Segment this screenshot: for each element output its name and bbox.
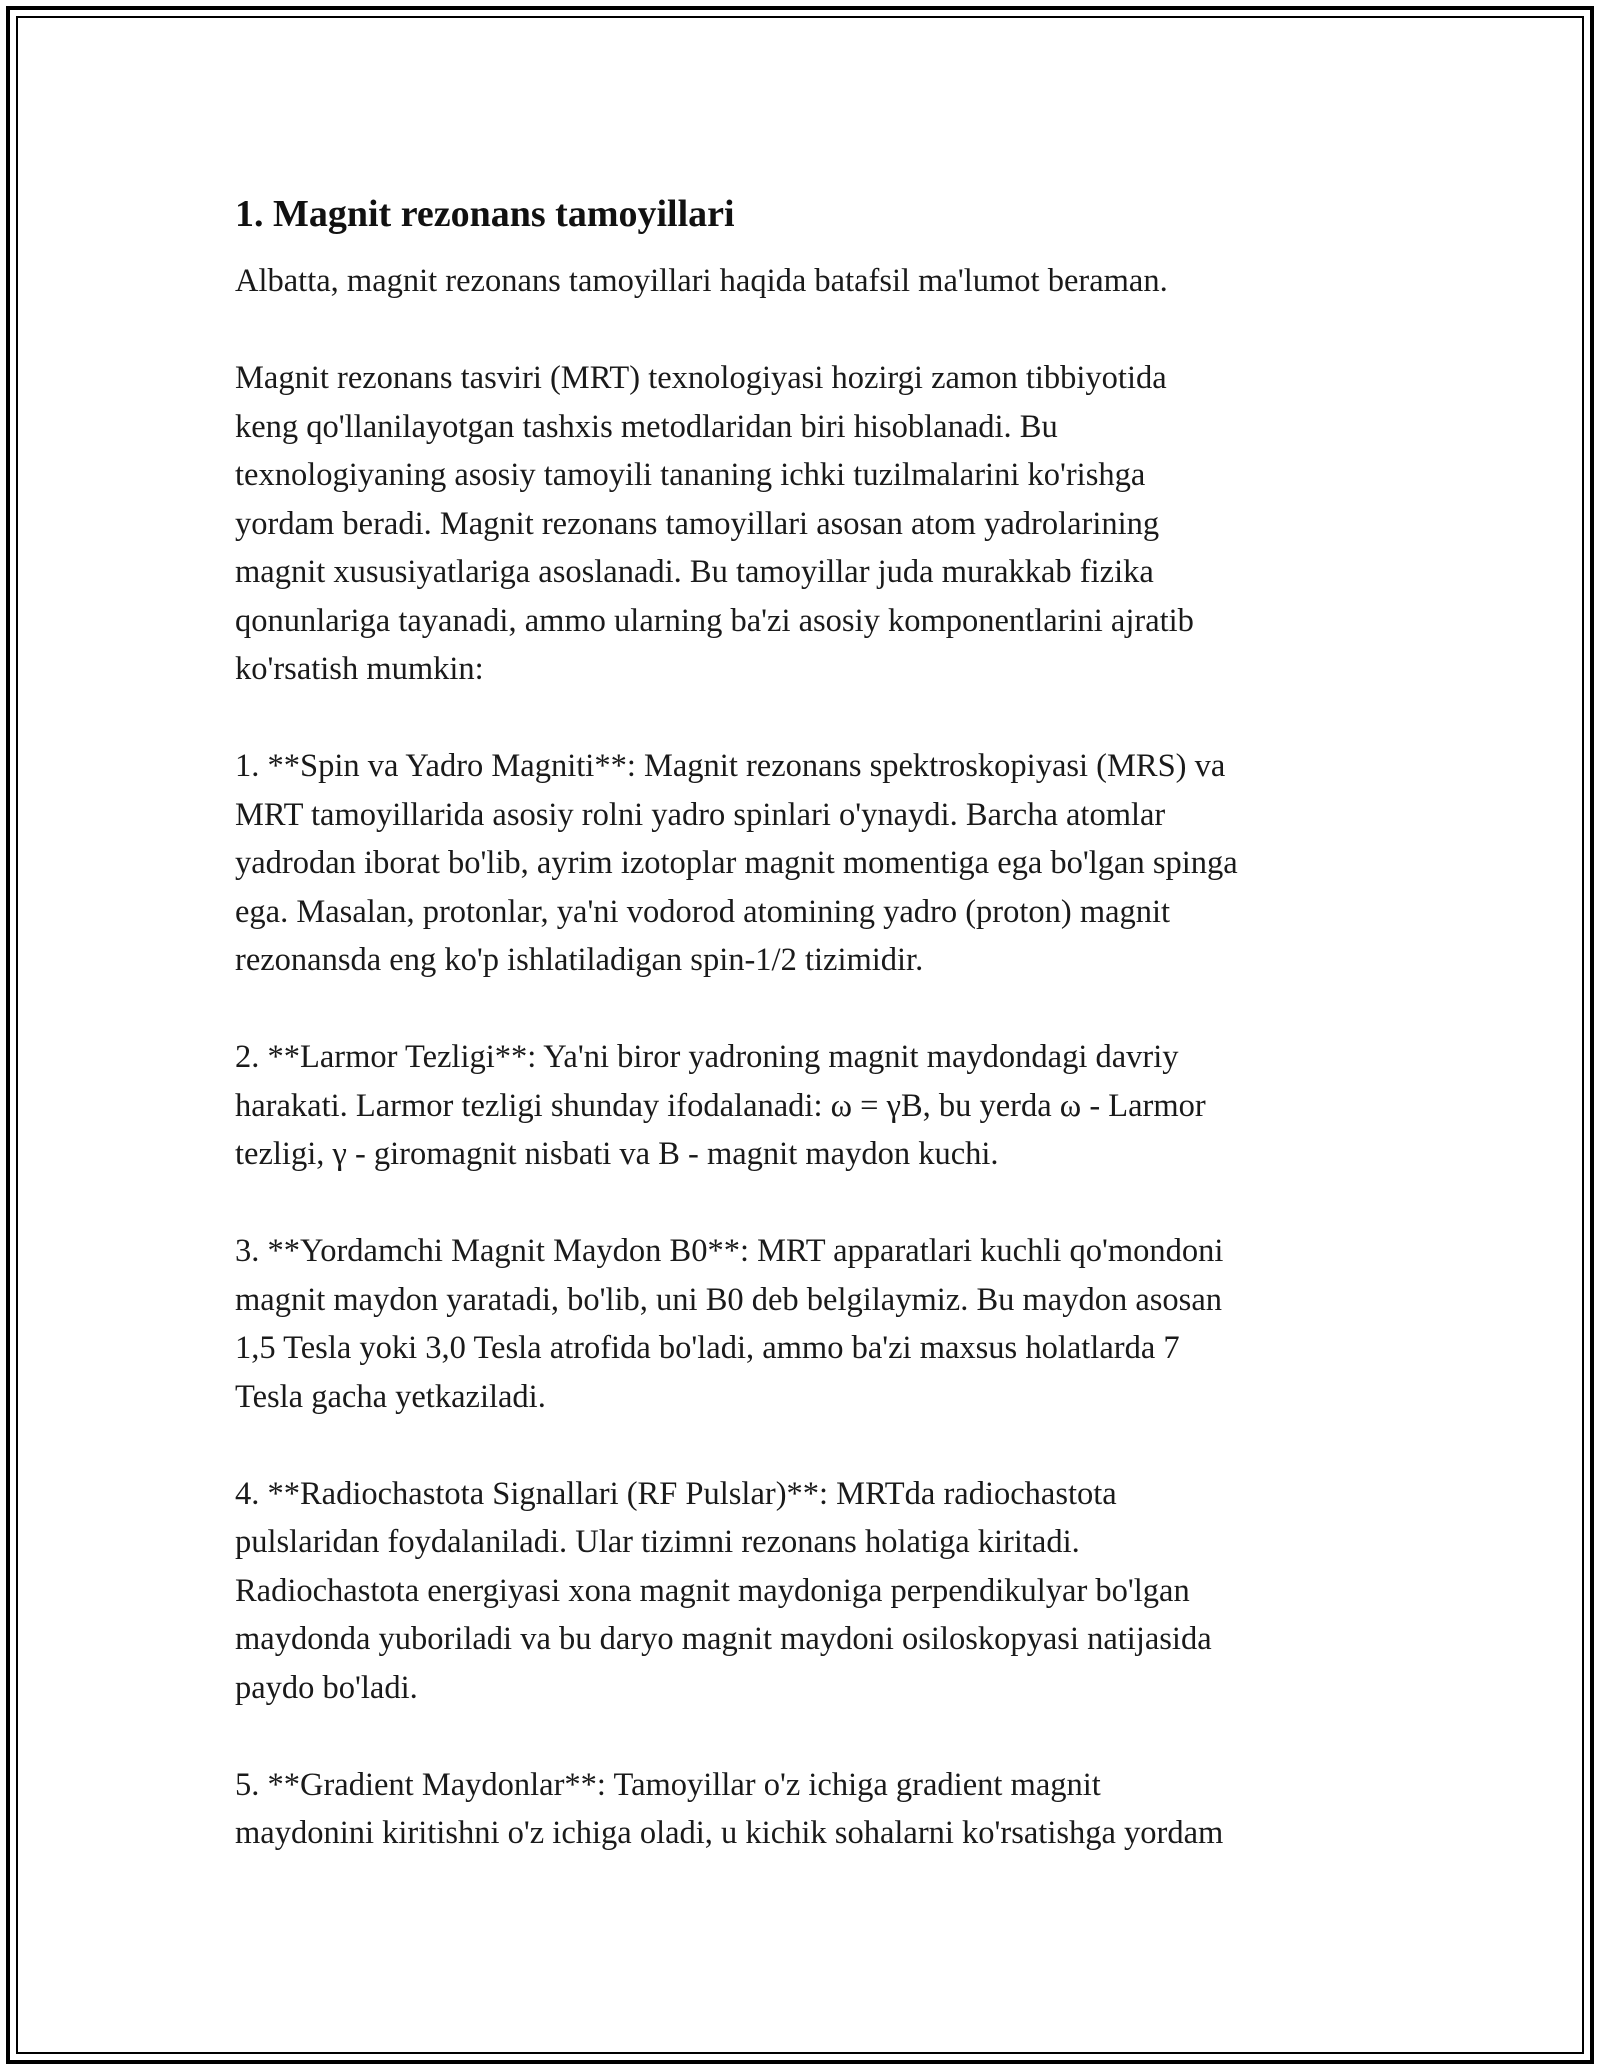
paragraph-overview bbox=[235, 354, 1375, 694]
text-line: magnit maydon yaratadi, bo'lib, uni B0 deb belgilaymiz. Bu maydon asosan bbox=[235, 1281, 1222, 1318]
text-line: 1,5 Tesla yoki 3,0 Tesla atrofida bo'ladi, ammo ba'zi maxsus holatlarda 7 bbox=[235, 1330, 1180, 1366]
text-line: harakati. Larmor tezligi shunday ifodalanadi: ω = γB, bu yerda ω - Larmor bbox=[235, 1087, 1206, 1124]
text-line: Tesla gacha yetkaziladi. bbox=[235, 1378, 546, 1415]
list-item-spin bbox=[235, 742, 1375, 985]
text-line: texnologiyaning asosiy tamoyili tananing ichki tuzilmalarini ko'rishga bbox=[235, 457, 1146, 493]
text-line: Albatta, magnit rezonans tamoyillari haqida batafsil ma'lumot beraman. bbox=[235, 263, 1168, 299]
text-line: maydonda yuboriladi va bu daryo magnit maydoni osiloskopyasi natijasida bbox=[235, 1621, 1212, 1657]
text-line: rezonansda eng ko'p ishlatiladigan spin-1/2 tizimidir. bbox=[235, 942, 924, 978]
text-line: 4. **Radiochastota Signallari (RF Pulslar)**: MRTda radiochastota bbox=[235, 1475, 1117, 1512]
text-line: pulslaridan foydalaniladi. Ular tizimni rezonans holatiga kiritadi. bbox=[235, 1524, 1080, 1560]
text-line: qonunlariga tayanadi, ammo ularning ba'zi asosiy komponentlarini ajratib bbox=[235, 602, 1194, 639]
document-title: 1. Magnit rezonans tamoyillari bbox=[235, 193, 735, 235]
text-line: MRT tamoyillarida asosiy rolni yadro spinlari o'ynaydi. Barcha atomlar bbox=[235, 796, 1166, 833]
list-item-larmor bbox=[235, 1033, 1375, 1179]
text-line: yadrodan iborat bo'lib, ayrim izotoplar magnit momentiga ega bo'lgan spinga bbox=[235, 845, 1238, 881]
text-line: tezligi, γ - giromagnit nisbati va B - magnit maydon kuchi. bbox=[235, 1136, 999, 1172]
text-line: Radiochastota energiyasi xona magnit maydoniga perpendikulyar bo'lgan bbox=[235, 1572, 1190, 1609]
text-line: magnit xususiyatlariga asoslanadi. Bu tamoyillar juda murakkab fizika bbox=[235, 554, 1154, 590]
list-item-rf-pulses bbox=[235, 1470, 1375, 1713]
text-line: maydonini kiritishni o'z ichiga oladi, u kichik sohalarni ko'rsatishga yordam bbox=[235, 1815, 1224, 1851]
text-line: ega. Masalan, protonlar, ya'ni vodorod atomining yadro (proton) magnit bbox=[235, 893, 1171, 930]
text-line: keng qo'llanilayotgan tashxis metodlaridan biri hisoblanadi. Bu bbox=[235, 408, 1058, 445]
text-line: 1. **Spin va Yadro Magniti**: Magnit rezonans spektroskopiyasi (MRS) va bbox=[235, 748, 1226, 784]
list-item-b0-field bbox=[235, 1227, 1375, 1421]
text-line: yordam beradi. Magnit rezonans tamoyillari asosan atom yadrolarining bbox=[235, 505, 1160, 542]
paragraph-intro bbox=[235, 257, 1375, 306]
text-line: 5. **Gradient Maydonlar**: Tamoyillar o'z ichiga gradient magnit bbox=[235, 1766, 1101, 1803]
list-item-gradient bbox=[235, 1761, 1375, 1858]
text-line: ko'rsatish mumkin: bbox=[235, 651, 484, 687]
text-line: 2. **Larmor Tezligi**: Ya'ni biror yadroning magnit maydondagi davriy bbox=[235, 1039, 1179, 1075]
text-line: paydo bo'ladi. bbox=[235, 1669, 418, 1706]
text-line: Magnit rezonans tasviri (MRT) texnologiyasi hozirgi zamon tibbiyotida bbox=[235, 360, 1167, 396]
document-body bbox=[235, 183, 1375, 1906]
text-line: 3. **Yordamchi Magnit Maydon B0**: MRT apparatlari kuchli qo'mondoni bbox=[235, 1233, 1224, 1269]
